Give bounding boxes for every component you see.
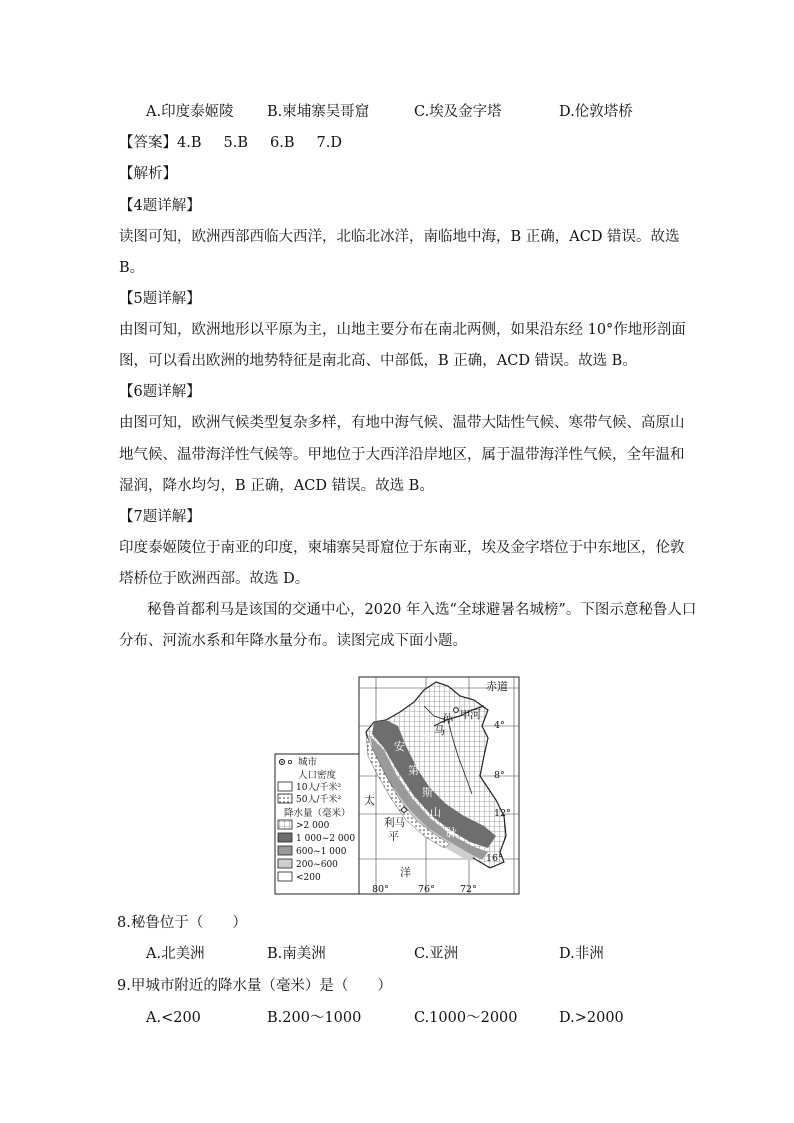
peru-map: [274, 676, 520, 896]
q7-text-line: 塔桥位于欧洲西部。故选 D。: [119, 571, 310, 587]
q4-text-line: 读图可知，欧洲西部西临大西洋，北临北冰洋，南临地中海，B 正确，ACD 错误。故选: [119, 229, 680, 245]
ocean-label-char: 太: [364, 794, 375, 807]
legend-precip-swatch: [278, 846, 292, 855]
q9-stem: 9.甲城市附近的降水量（毫米）是（ ）: [117, 978, 392, 994]
legend-precip-item: 200~600: [296, 860, 338, 870]
legend-precip-swatch: [278, 859, 292, 868]
lima-label: 利马: [384, 817, 405, 829]
q9-option-b: B.200～1000: [267, 1010, 362, 1026]
longitude-label: 72°: [460, 884, 477, 895]
legend-density-swatch: [278, 782, 292, 791]
q7-text-line: 印度泰姬陵位于南亚的印度，柬埔寨吴哥窟位于东南亚，埃及金字塔位于中东地区，伦敦: [119, 540, 685, 556]
q9-option-a: A.<200: [146, 1010, 201, 1026]
amazon-label-char: 孙: [442, 712, 453, 725]
q7-option-a: A.印度泰姬陵: [146, 104, 234, 120]
q5-heading: 【5题详解】: [119, 291, 201, 307]
q9-option-d: D.>2000: [559, 1010, 624, 1026]
legend-density-swatch: [278, 794, 292, 803]
analysis-label: 【解析】: [119, 166, 177, 182]
q4-text-line: B。: [119, 260, 145, 276]
legend-city-label: 城市: [298, 757, 318, 768]
andes-label-char: 山: [430, 806, 441, 819]
ocean-label-char: 平: [388, 830, 399, 843]
q9-option-c: C.1000～2000: [414, 1010, 518, 1026]
legend-density-title: 人口密度: [298, 770, 337, 781]
lima-city-marker: [402, 808, 407, 813]
jia-city-label: 甲: [460, 709, 471, 721]
q7-option-d: D.伦敦塔桥: [559, 104, 633, 120]
q6-text-line: 由图可知，欧洲气候类型复杂多样，有地中海气候、温带大陆性气候、寒带气候、高原山: [119, 415, 685, 431]
legend-precip-swatch: [278, 820, 292, 829]
peru-map-figure: [274, 676, 520, 896]
jia-city-marker: [454, 708, 459, 713]
q5-text-line: 图，可以看出欧洲的地势特征是南北高、中部低，B 正确，ACD 错误。故选 B。: [119, 353, 637, 369]
legend-precip-item: >2 000: [296, 821, 330, 831]
answer-item: 4.B: [177, 135, 202, 151]
andes-label-char: 安: [394, 740, 405, 753]
intro-text-line: 秘鲁首都利马是该国的交通中心，2020 年入选“全球避暑名城榜”。下图示意秘鲁人口: [147, 602, 697, 618]
legend-density-item: 50人/千米²: [296, 795, 342, 805]
longitude-label: 76°: [418, 884, 435, 895]
ocean-label-char: 洋: [400, 866, 411, 879]
legend-precip-swatch: [278, 872, 292, 881]
q5-text-line: 由图可知，欧洲地形以平原为主，山地主要分布在南北两侧，如果沿东经 10°作地形剖面: [119, 322, 686, 338]
answer-item: 5.B: [223, 135, 248, 151]
andes-label-char: 第: [408, 764, 419, 777]
answer-line: [119, 133, 342, 153]
legend-city-symbol: [288, 760, 291, 763]
answer-item: 6.B: [270, 135, 295, 151]
amazon-label-char: 马: [434, 724, 445, 737]
answer-item: 7.D: [316, 135, 342, 151]
latitude-label: 16°: [486, 853, 503, 864]
q8-option-d: D.非洲: [559, 946, 604, 962]
amazon-label-char: 河: [470, 708, 481, 721]
andes-label-char: 斯: [422, 786, 433, 799]
legend-density-item: 10人/千米²: [296, 783, 342, 793]
q7-heading: 【7题详解】: [119, 509, 201, 525]
answer-label: 【答案】: [119, 135, 177, 151]
q8-option-c: C.亚洲: [414, 946, 459, 962]
q8-option-b: B.南美洲: [267, 946, 326, 962]
latitude-label: 12°: [494, 808, 511, 819]
q6-text-line: 湿润，降水均匀，B 正确，ACD 错误。故选 B。: [119, 478, 434, 494]
q6-heading: 【6题详解】: [119, 384, 201, 400]
legend-precip-item: 1 000~2 000: [296, 834, 356, 844]
q6-text-line: 地气候、温带海洋性气候等。甲地位于大西洋沿岸地区，属于温带海洋性气候，全年温和: [119, 447, 685, 463]
latitude-label: 4°: [494, 720, 505, 731]
amazon-label-char: 亚: [422, 730, 433, 743]
legend-precip-swatch: [278, 833, 292, 842]
q8-option-a: A.北美洲: [146, 946, 205, 962]
andes-label-char: 脉: [446, 826, 457, 839]
q7-option-c: C.埃及金字塔: [414, 104, 502, 120]
legend-precip-item: 600~1 000: [296, 847, 347, 857]
equator-label: 赤道: [486, 680, 508, 693]
intro-text-line: 分布、河流水系和年降水量分布。读图完成下面小题。: [119, 633, 467, 649]
q7-option-b: B.柬埔寨吴哥窟: [267, 104, 370, 120]
latitude-label: 8°: [494, 770, 505, 781]
longitude-label: 80°: [372, 884, 389, 895]
q4-heading: 【4题详解】: [119, 198, 201, 214]
legend-precip-item: <200: [296, 873, 321, 883]
legend-precip-title: 降水量（毫米）: [284, 808, 351, 819]
q8-stem: 8.秘鲁位于（ ）: [117, 915, 247, 931]
